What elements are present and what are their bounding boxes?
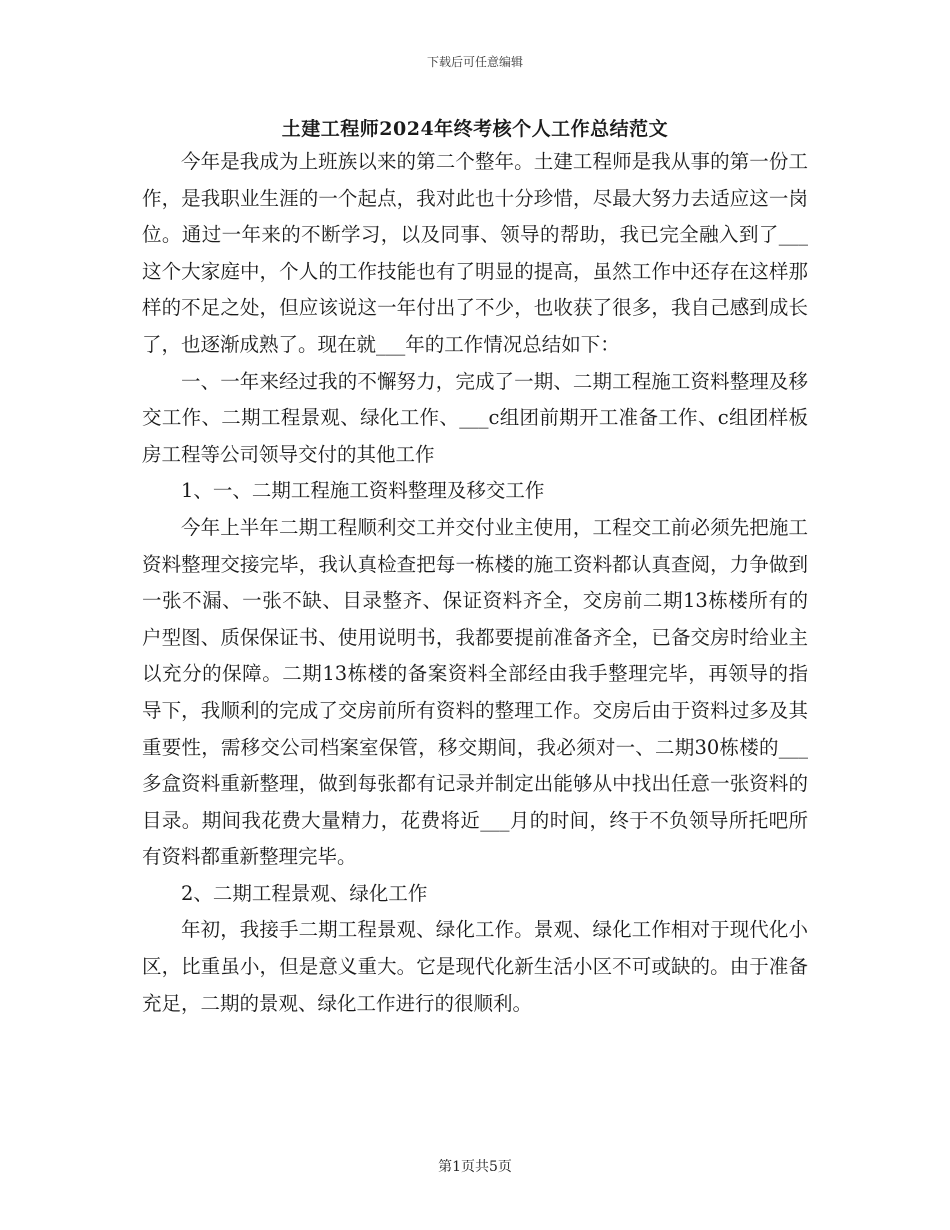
paragraph-section-one: 一、一年来经过我的不懈努力，完成了一期、二期工程施工资料整理及移交工作、二期工程景观、绿化工作、___c组团前期开工准备工作、c组团样板房工程等公司领导交付的其他工作 bbox=[142, 369, 808, 466]
paragraph-intro: 今年是我成为上班族以来的第二个整年。土建工程师是我从事的第一份工作，是我职业生涯的一个起点，我对此也十分珍惜，尽最大努力去适应这一岗位。通过一年来的不断学习，以及同事、领导的帮助，我已完全融入到了___这个大家庭中，个人的工作技能也有了明显的提高，虽然工作中还存在这样那样的不足之处，但应该说这一年付出了不少，也收获了很多，我自己感到成长了，也逐渐成熟了。现在就___年的工作情况总结如下： bbox=[142, 150, 808, 356]
page-number: 第1页共5页 bbox=[438, 1159, 512, 1175]
paragraph-documents-handover: 今年上半年二期工程顺利交工并交付业主使用，工程交工前必须先把施工资料整理交接完毕，我认真检查把每一栋楼的施工资料都认真查阅，力争做到一张不漏、一张不缺、目录整齐、保证资料齐全，交房前二期13栋楼所有的户型图、质保保证书、使用说明书，我都要提前准备齐全，已备交房时给业主以充分的保障。二期13栋楼的备案资料全部经由我手整理完毕，再领导的指导下，我顺利的完成了交房前所有资料的整理工作。交房后由于资料过多及其重要性，需移交公司档案室保管，移交期间，我必须对一、二期30栋楼的___多盒资料重新整理，做到每张都有记录并制定出能够从中找出任意一张资料的目录。期间我花费大量精力，花费将近___月的时间，终于不负领导所托吧所有资料都重新整理完毕。 bbox=[142, 515, 808, 869]
document-title: 土建工程师2024年终考核个人工作总结范文 bbox=[281, 118, 669, 140]
paragraph-heading-2: 2、二期工程景观、绿化工作 bbox=[181, 881, 428, 905]
page-header-note: 下载后可任意编辑 bbox=[426, 55, 523, 69]
paragraph-landscaping: 年初，我接手二期工程景观、绿化工作。景观、绿化工作相对于现代化小区，比重虽小，但是意义重大。它是现代化新生活小区不可或缺的。由于准备充足，二期的景观、绿化工作进行的很顺利。 bbox=[142, 918, 808, 1015]
paragraph-heading-1: 1、一、二期工程施工资料整理及移交工作 bbox=[181, 479, 545, 503]
document-body bbox=[142, 144, 808, 1022]
